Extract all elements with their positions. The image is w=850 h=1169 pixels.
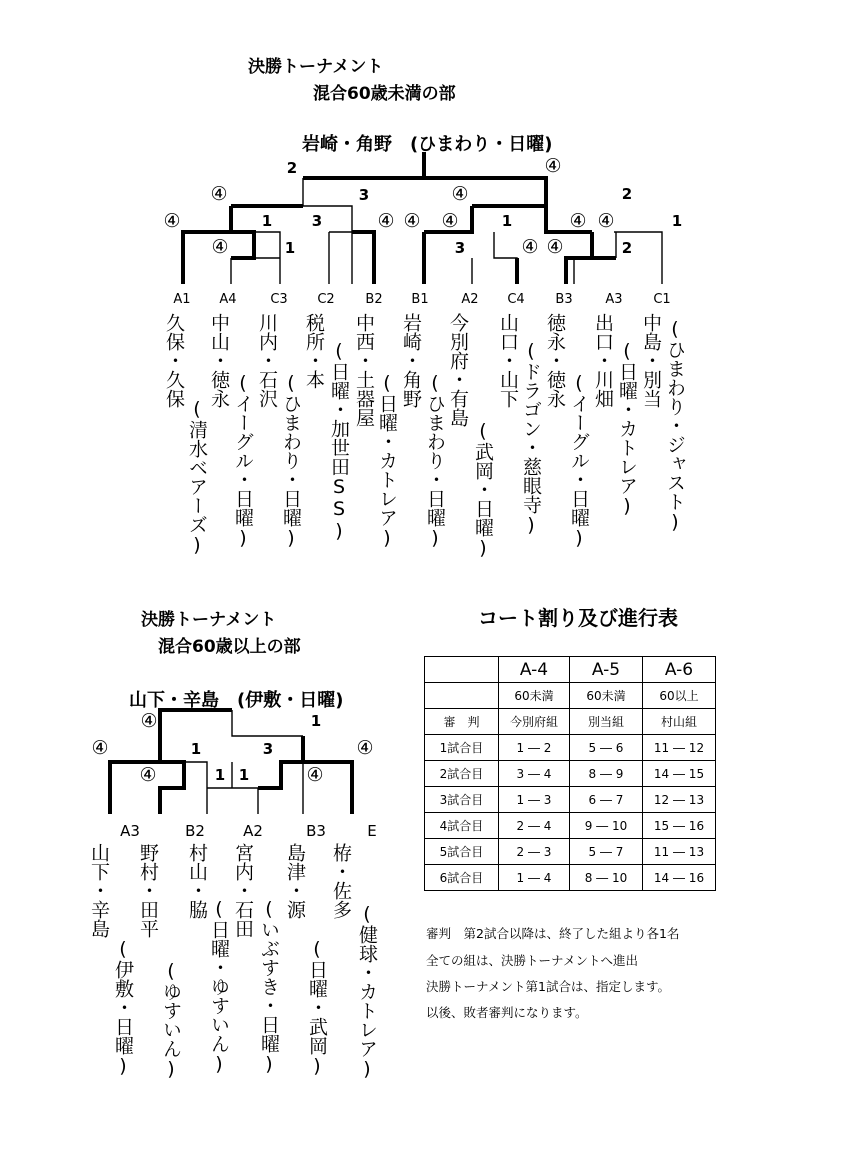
referee-cell: 別当組 [570, 709, 643, 735]
team-club: (ひまわり・日曜) [280, 372, 302, 549]
team-names: 今別府・有島 [447, 313, 469, 427]
table-row [425, 709, 716, 735]
team-names: 山下・辛島 [88, 843, 110, 938]
score: ④ [521, 236, 539, 258]
table-cell [425, 657, 499, 683]
score: 3 [358, 186, 370, 204]
match-cell: 2 ― 3 [499, 839, 570, 865]
seed-code: B2 [365, 292, 383, 307]
table-row [425, 735, 716, 761]
match-cell: 1 ― 3 [499, 787, 570, 813]
score: ④ [441, 210, 459, 232]
match-cell: 1 ― 4 [499, 865, 570, 891]
match-cell: 14 ― 16 [643, 865, 716, 891]
seed-code: B2 [185, 822, 205, 840]
court-header: A-5 [570, 657, 643, 683]
team-club: (ひまわり・日曜) [424, 372, 446, 549]
seed-code: A2 [461, 292, 479, 307]
referee-cell: 村山組 [643, 709, 716, 735]
team-club: (ドラゴン・慈眼寺) [520, 340, 542, 536]
match-cell: 14 ― 15 [643, 761, 716, 787]
match-cell: 15 ― 16 [643, 813, 716, 839]
division-cell: 60未満 [570, 683, 643, 709]
team-names: 中西・土器屋 [353, 313, 375, 427]
team-names: 村山・脇 [186, 843, 208, 919]
score: ④ [546, 236, 564, 258]
team-club: (日曜・カトレア) [376, 372, 398, 549]
team-names: 中山・徳永 [208, 313, 230, 408]
score: 1 [214, 766, 226, 784]
t2-subtitle: 混合60歳以上の部 [158, 637, 301, 657]
team-names: 中島・別当 [640, 313, 662, 408]
team-names: 野村・田平 [137, 843, 159, 938]
score: 3 [311, 212, 323, 230]
seed-code: B3 [306, 822, 326, 840]
row-label: 6試合目 [425, 865, 499, 891]
score: 3 [262, 740, 274, 758]
t1-subtitle: 混合60歳未満の部 [313, 84, 456, 104]
team-club: (武岡・日曜) [472, 420, 494, 559]
team-names: 栫・佐多 [330, 843, 352, 919]
match-cell: 5 ― 7 [570, 839, 643, 865]
seed-code: C1 [653, 292, 671, 307]
note-line: 全ての組は、決勝トーナメントへ進出 [426, 953, 639, 968]
score: 1 [261, 212, 273, 230]
match-cell: 9 ― 10 [570, 813, 643, 839]
t2-champion: 山下・辛島 (伊敷・日曜) [129, 690, 344, 711]
match-cell: 6 ― 7 [570, 787, 643, 813]
match-cell: 11 ― 13 [643, 839, 716, 865]
note-line: 審判 第2試合以降は、終了した組より各1名 [426, 926, 680, 941]
row-label: 2試合目 [425, 761, 499, 787]
score: 1 [238, 766, 250, 784]
team-club: (日曜・武岡) [306, 938, 328, 1077]
team-club: (日曜・カトレア) [616, 340, 638, 517]
team-club: (ゆすいん) [160, 960, 182, 1080]
score: ④ [140, 710, 158, 732]
team-club: (いぶすき・日曜) [258, 898, 280, 1075]
score: ④ [597, 210, 615, 232]
score: ④ [451, 183, 469, 205]
score: ④ [211, 236, 229, 258]
team-names: 出口・川畑 [592, 313, 614, 408]
court-table [424, 656, 716, 891]
score: ④ [356, 737, 374, 759]
row-label: 3試合目 [425, 787, 499, 813]
team-club: (ひまわり・ジャスト) [664, 318, 686, 533]
seed-code: A1 [173, 292, 191, 307]
team-club: (健球・カトレア) [356, 903, 378, 1080]
row-label: 1試合目 [425, 735, 499, 761]
score: ④ [139, 764, 157, 786]
team-club: (イーグル・日曜) [568, 372, 590, 549]
score: 3 [454, 239, 466, 257]
row-label: 審 判 [425, 709, 499, 735]
team-club: (伊敷・日曜) [112, 938, 134, 1077]
division-cell: 60以上 [643, 683, 716, 709]
seed-code: A3 [605, 292, 623, 307]
match-cell: 5 ― 6 [570, 735, 643, 761]
match-cell: 1 ― 2 [499, 735, 570, 761]
team-names: 島津・源 [284, 843, 306, 919]
score: 2 [621, 185, 633, 203]
row-label: 5試合目 [425, 839, 499, 865]
table-row [425, 865, 716, 891]
seed-code: B3 [555, 292, 573, 307]
score: ④ [569, 210, 587, 232]
court-header: A-4 [499, 657, 570, 683]
table-row [425, 761, 716, 787]
team-names: 岩崎・角野 [400, 313, 422, 408]
seed-code: C3 [270, 292, 288, 307]
team-club: (日曜・加世田SS) [328, 340, 350, 542]
division-cell: 60未満 [499, 683, 570, 709]
table-row [425, 657, 716, 683]
match-cell: 2 ― 4 [499, 813, 570, 839]
score: 1 [190, 740, 202, 758]
seed-code: E [367, 822, 377, 840]
note-line: 以後、敗者審判になります。 [426, 1005, 588, 1020]
table-row [425, 813, 716, 839]
table-row [425, 839, 716, 865]
team-names: 久保・久保 [163, 313, 185, 408]
team-club: (日曜・ゆすいん) [208, 898, 230, 1075]
t1-champion: 岩崎・角野 (ひまわり・日曜) [302, 134, 553, 155]
team-club: (イーグル・日曜) [232, 372, 254, 549]
score: ④ [91, 737, 109, 759]
match-cell: 8 ― 9 [570, 761, 643, 787]
score: ④ [377, 210, 395, 232]
team-names: 川内・石沢 [256, 313, 278, 408]
team-names: 宮内・石田 [232, 843, 254, 938]
score: ④ [544, 155, 562, 177]
team-names: 徳永・徳永 [544, 313, 566, 408]
team-names: 山口・山下 [497, 313, 519, 408]
row-label: 4試合目 [425, 813, 499, 839]
match-cell: 12 ― 13 [643, 787, 716, 813]
score: 1 [310, 712, 322, 730]
score: ④ [403, 210, 421, 232]
score: 2 [621, 239, 633, 257]
seed-code: A4 [219, 292, 237, 307]
match-cell: 8 ― 10 [570, 865, 643, 891]
t1-title: 決勝トーナメント [248, 57, 384, 77]
note-line: 決勝トーナメント第1試合は、指定します。 [426, 979, 670, 994]
court-header: A-6 [643, 657, 716, 683]
score: 1 [671, 212, 683, 230]
referee-cell: 今別府組 [499, 709, 570, 735]
score: 1 [284, 239, 296, 257]
team-names: 税所・本 [303, 313, 325, 389]
seed-code: B1 [411, 292, 429, 307]
team-club: (清水ベアーズ) [186, 398, 208, 556]
seed-code: A3 [120, 822, 140, 840]
court-title: コート割り及び進行表 [478, 606, 678, 630]
seed-code: C2 [317, 292, 335, 307]
table-row [425, 787, 716, 813]
score: 2 [286, 159, 298, 177]
seed-code: C4 [507, 292, 525, 307]
table-cell [425, 683, 499, 709]
score: ④ [163, 210, 181, 232]
score: 1 [501, 212, 513, 230]
seed-code: A2 [243, 822, 263, 840]
t2-title: 決勝トーナメント [141, 610, 277, 630]
score: ④ [210, 183, 228, 205]
table-row [425, 683, 716, 709]
match-cell: 11 ― 12 [643, 735, 716, 761]
score: ④ [306, 764, 324, 786]
match-cell: 3 ― 4 [499, 761, 570, 787]
